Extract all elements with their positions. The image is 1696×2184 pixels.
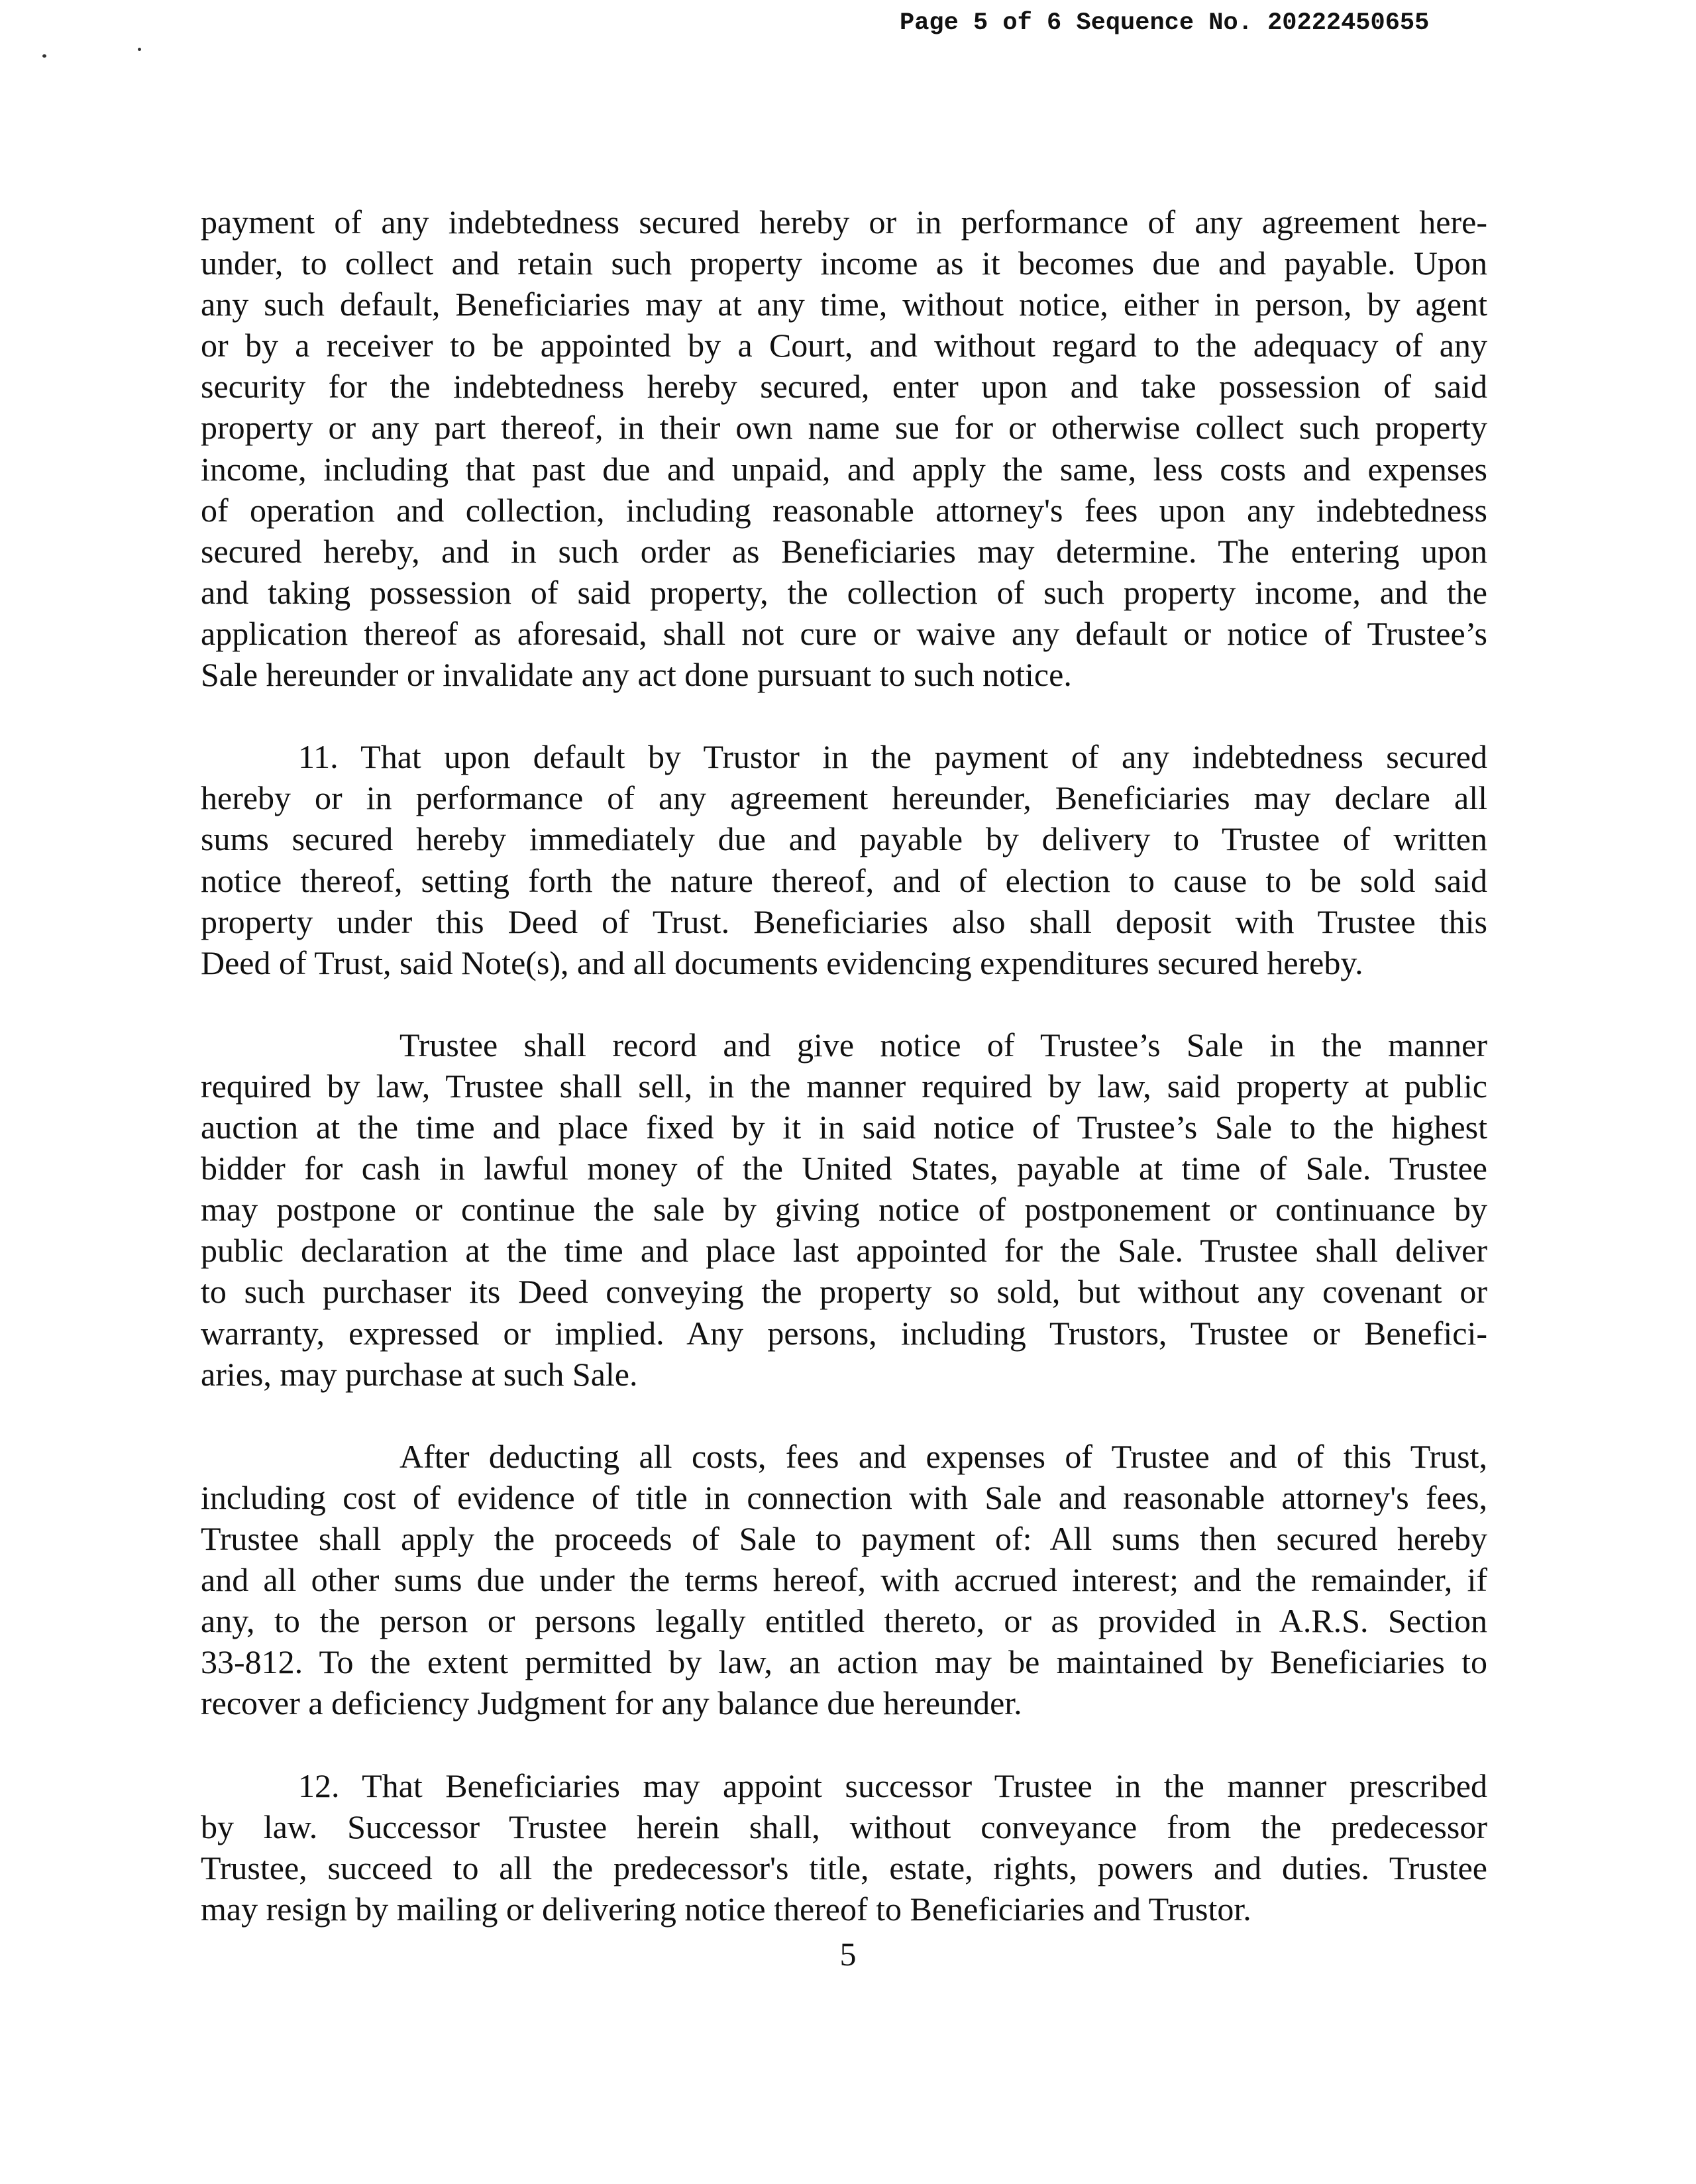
text-line: or by a receiver to be appointed by a Court, and without regard to the adequacy of any	[201, 327, 1487, 364]
text-line: property under this Deed of Trust. Beneficiaries also shall deposit with Trustee this	[201, 902, 1487, 940]
text-line: 11. That upon default by Trustor in the payment of any indebtedness secured	[298, 738, 1487, 776]
text-line: by law. Successor Trustee herein shall, without conveyance from the predecessor	[201, 1808, 1487, 1845]
text-line: required by law, Trustee shall sell, in the manner required by law, said property at public	[201, 1067, 1487, 1105]
text-line: notice thereof, setting forth the nature thereof, and of election to cause to be sold said	[201, 861, 1487, 899]
text-line: recover a deficiency Judgment for any balance due hereunder.	[201, 1684, 1022, 1722]
text-line: may postpone or continue the sale by giving notice of postponement or continuance by	[201, 1191, 1487, 1228]
text-line: property or any part thereof, in their own name sue for or otherwise collect such property	[201, 409, 1487, 447]
text-line: warranty, expressed or implied. Any persons, including Trustors, Trustee or Benefici-	[201, 1314, 1487, 1352]
text-line: income, including that past due and unpaid, and apply the same, less costs and expenses	[201, 450, 1487, 488]
text-line: any such default, Beneficiaries may at any time, without notice, either in person, by agent	[201, 286, 1487, 323]
page-number: 5	[839, 1936, 857, 1973]
scan-speck	[42, 54, 46, 58]
text-line: any, to the person or persons legally entitled thereto, or as provided in A.R.S. Section	[201, 1602, 1487, 1640]
text-line: After deducting all costs, fees and expenses of Trustee and of this Trust,	[399, 1437, 1487, 1475]
text-line: Trustee shall apply the proceeds of Sale to payment of: All sums then secured hereby	[201, 1520, 1487, 1557]
text-line: of operation and collection, including reasonable attorney's fees upon any indebtedness	[201, 491, 1487, 529]
text-line: may resign by mailing or delivering notice thereof to Beneficiaries and Trustor.	[201, 1890, 1251, 1928]
text-line: Trustee, succeed to all the predecessor's title, estate, rights, powers and duties. Trustee	[201, 1849, 1487, 1886]
text-line: Trustee shall record and give notice of Trustee’s Sale in the manner	[399, 1026, 1487, 1064]
paragraph	[201, 1024, 1487, 1395]
text-line: 12. That Beneficiaries may appoint successor Trustee in the manner prescribed	[298, 1767, 1487, 1804]
text-line: Deed of Trust, said Note(s), and all documents evidencing expenditures secured hereby.	[201, 944, 1363, 981]
text-line: including cost of evidence of title in connection with Sale and reasonable attorney's fees,	[201, 1478, 1487, 1516]
text-line: sums secured hereby immediately due and payable by delivery to Trustee of written	[201, 820, 1487, 858]
document-body	[201, 201, 1487, 1971]
text-line: and all other sums due under the terms hereof, with accrued interest; and the remainder, if	[201, 1561, 1487, 1599]
text-line: to such purchaser its Deed conveying the property so sold, but without any covenant or	[201, 1273, 1487, 1311]
paragraph	[201, 736, 1487, 983]
text-line: aries, may purchase at such Sale.	[201, 1355, 638, 1393]
text-line: under, to collect and retain such property income as it becomes due and payable. Upon	[201, 245, 1487, 282]
text-line: auction at the time and place fixed by it in said notice of Trustee’s Sale to the highest	[201, 1109, 1487, 1146]
text-line: 33-812. To the extent permitted by law, an action may be maintained by Beneficiaries to	[201, 1643, 1487, 1681]
paragraph	[201, 1436, 1487, 1724]
text-line: bidder for cash in lawful money of the United States, payable at time of Sale. Trustee	[201, 1150, 1487, 1187]
text-line: public declaration at the time and place last appointed for the Sale. Trustee shall deliver	[201, 1232, 1487, 1270]
scan-speck	[138, 48, 141, 51]
text-line: and taking possession of said property, the collection of such property income, and the	[201, 573, 1487, 611]
paragraph	[201, 201, 1487, 695]
text-line: hereby or in performance of any agreement hereunder, Beneficiaries may declare all	[201, 779, 1487, 817]
text-line: Sale hereunder or invalidate any act done pursuant to such notice.	[201, 656, 1072, 694]
text-line: secured hereby, and in such order as Beneficiaries may determine. The entering upon	[201, 532, 1487, 570]
text-line: payment of any indebtedness secured hereby or in performance of any agreement here-	[201, 203, 1487, 241]
text-line: security for the indebtedness hereby secured, enter upon and take possession of said	[201, 368, 1487, 406]
text-line: application thereof as aforesaid, shall not cure or waive any default or notice of Trustee’s	[201, 614, 1487, 652]
paragraph	[201, 1765, 1487, 1930]
page-sequence-header: Page 5 of 6 Sequence No. 20222450655	[900, 9, 1430, 37]
